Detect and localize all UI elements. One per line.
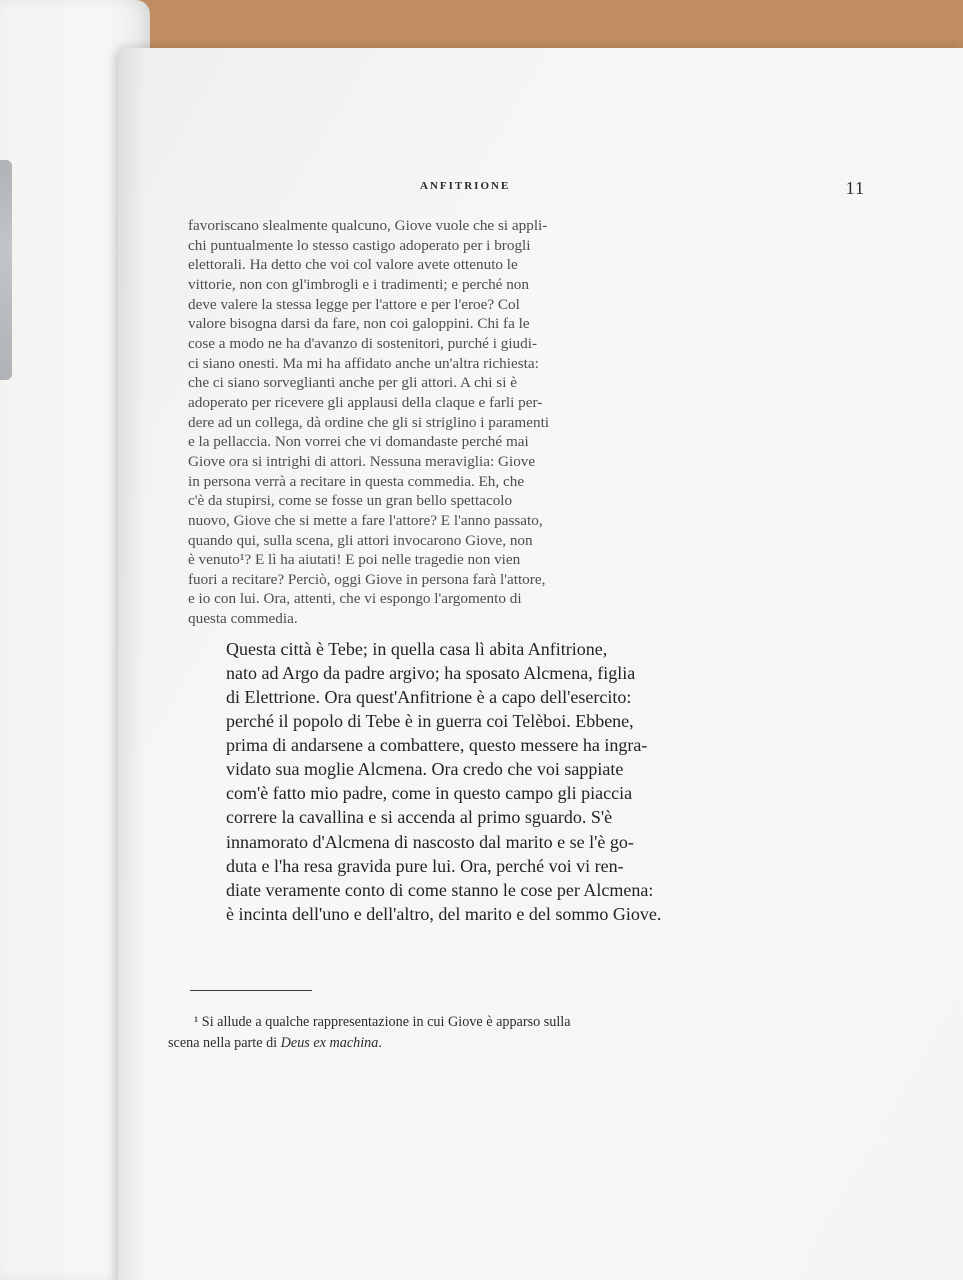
text-line: diate veramente conto di come stanno le cose per Alcmena: <box>226 879 654 900</box>
text-line: ci siano onesti. Ma mi ha affidato anche un'altra richiesta: <box>188 354 539 372</box>
text-line: e io con lui. Ora, attenti, che vi espongo l'argomento di <box>188 590 522 608</box>
footnote-divider <box>190 990 312 991</box>
text-line: dere ad un collega, dà ordine che gli si striglino i paramenti <box>188 413 550 431</box>
page-number: 11 <box>845 178 865 198</box>
text-line: è venuto¹? E lì ha aiutati! E poi nelle tragedie non vien <box>188 551 521 569</box>
main-text <box>188 216 762 926</box>
text-line: Questa città è Tebe; in quella casa lì abita Anfitrione, <box>226 638 608 659</box>
text-line: fuori a recitare? Perciò, oggi Giove in persona farà l'attore, <box>188 570 546 588</box>
paragraph-2 <box>188 637 762 926</box>
text-line: deve valere la stessa legge per l'attore e per l'eroe? Col <box>188 295 520 313</box>
text-line: e la pellaccia. Non vorrei che vi domandaste perché mai <box>188 433 529 451</box>
running-head <box>206 180 865 200</box>
footnote <box>168 1012 788 1054</box>
text-line: com'è fatto mio padre, come in questo campo gli piaccia <box>226 783 633 804</box>
text-line: cose a modo ne ha d'avanzo di sostenitori, purché i giudi- <box>188 334 538 352</box>
text-line: innamorato d'Alcmena di nascosto dal marito e se l'è go- <box>226 831 634 852</box>
text-line: valore bisogna darsi da fare, non coi galoppini. Chi fa le <box>188 315 530 333</box>
text-line: vittorie, non con gl'imbrogli e i tradimenti; e perché non <box>188 275 529 293</box>
text-line: prima di andarsene a combattere, questo messere ha ingra- <box>226 735 648 756</box>
text-line: questa commedia. <box>188 610 298 628</box>
text-line: che ci siano sorveglianti anche per gli attori. A chi si è <box>188 374 517 392</box>
text-line: elettorali. Ha detto che voi col valore avete ottenuto le <box>188 256 518 274</box>
text-line: adoperato per ricevere gli applausi della claque e farli per- <box>188 393 543 411</box>
footnote-line <box>168 1033 788 1054</box>
page-edge-shadow <box>0 160 12 380</box>
paragraph-1 <box>188 216 762 629</box>
text-line: di Elettrione. Ora quest'Anfitrione è a capo dell'esercito: <box>226 686 632 707</box>
text-line: quando qui, sulla scena, gli attori invocarono Giove, non <box>188 531 533 549</box>
text-line: vidato sua moglie Alcmena. Ora credo che voi sappiate <box>226 759 624 780</box>
footnote-italic-text: Deus ex machina <box>280 1035 379 1051</box>
text-line: Giove ora si intrighi di attori. Nessuna meraviglia: Giove <box>188 452 536 470</box>
text-line: perché il popolo di Tebe è in guerra coi Telèboi. Ebbene, <box>226 711 634 732</box>
footnote-period: . <box>378 1035 382 1051</box>
footnote-text: scena nella parte di <box>168 1035 281 1051</box>
text-line: favoriscano slealmente qualcuno, Giove vuole che si appli- <box>188 217 548 234</box>
text-line: duta e l'ha resa gravida pure lui. Ora, perché voi vi ren- <box>226 855 624 876</box>
book-page <box>118 48 963 1280</box>
footnote-line: ¹ Si allude a qualche rappresentazione in cui Giove è apparso sulla <box>194 1014 571 1030</box>
text-line: nuovo, Giove che si mette a fare l'attore? E l'anno passato, <box>188 511 543 529</box>
text-line: nato ad Argo da padre argivo; ha sposato Alcmena, figlia <box>226 662 636 683</box>
text-line: c'è da stupirsi, come se fosse un gran bello spettacolo <box>188 492 513 510</box>
text-line: chi puntualmente lo stesso castigo adoperato per i brogli <box>188 236 531 254</box>
text-line: correre la cavallina e si accenda al primo sguardo. S'è <box>226 807 613 828</box>
text-line: è incinta dell'uno e dell'altro, del marito e del sommo Giove. <box>226 903 662 924</box>
text-line: in persona verrà a recitare in questa commedia. Eh, che <box>188 472 525 490</box>
running-title: ANFITRIONE <box>420 180 511 192</box>
